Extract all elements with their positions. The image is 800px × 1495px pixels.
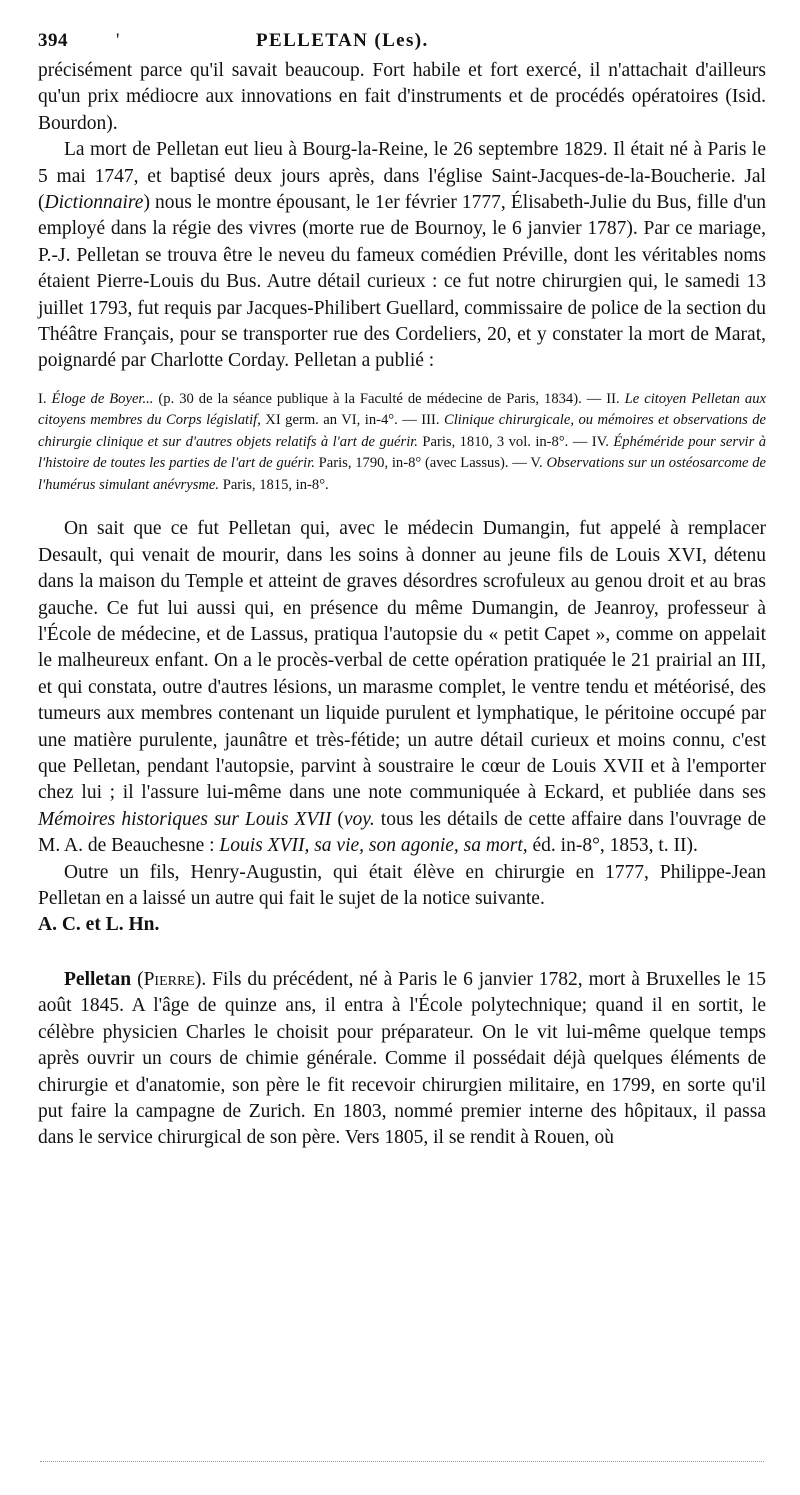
- document-page: [38, 30, 766, 1152]
- paragraph-death-and-family: [38, 137, 766, 375]
- paragraph-text: La mort de Pelletan eut lieu à Bourg-la-Reine, le 26 septembre 1829. Il était né à Paris le 5 mai 1747, et baptisé deux jours après, dans l'église Saint-Jacques-de-la-Boucherie. Jal (: [38, 139, 766, 214]
- bibliography-details: Paris, 1810, 3 vol. in-8°. — IV.: [417, 433, 614, 450]
- bibliography-item-number: I.: [38, 390, 52, 407]
- paragraph-louis-xvii: [38, 516, 766, 859]
- entry-name: Pelletan: [64, 968, 132, 990]
- header-mark: ': [116, 30, 120, 51]
- paragraph-text: On sait que ce fut Pelletan qui, avec le médecin Dumangin, fut appelé à remplacer Desault, qui venait de mourir, dans les soins à donner au jeune fils de Louis XVI, détenu dans la maison du Temple et atteint de graves désordres scrofuleux au genou droit et au bras gauche. Ce fut lui aussi qui, en présence du même Dumangin, de Jeanroy, professeur à l'École de médecine, et de Lassus, pratiqua l'autopsie du « petit Capet », comme on appelait le malheureux enfant. On a le procès-verbal de cette opération pratiquée le 21 prairial an III, et qui constata, outre d'autres lésions, un marasme complet, le ventre tendu et météorisé, des tumeurs aux membres contenant un liquide purulent et lymphatique, le péritoine occupé par une matière purulente, jaunâtre et très-fétide; un autre détail curieux et moins connu, c'est que Pelletan, pendant l'autopsie, parvint à soustraire le cœur de Louis XVII et à l'emporter chez lui ; il l'assure lui-même dans une note communiquée à Eckard, et publiée dans ses: [38, 518, 766, 804]
- running-header: [38, 30, 766, 58]
- bibliography-details: Paris, 1815, in-8°.: [219, 476, 329, 493]
- entry-text: Fils du précédent, né à Paris le 6 janvier 1782, mort à Bruxelles le 15 août 1845. A l'âge de quinze ans, il entra à l'École polytechnique; quand il en sortit, le célèbre physicien Charles le choisit pour préparateur. On le vit lui-même quelque temps après ouvrir un cours de chimie générale. Comme il possédait déjà quelques éléments de chirurgie et d'anatomie, son père le fit recevoir chirurgien militaire, en 1799, en sorte qu'il put faire la campagne de Zurich. En 1803, nommé premier interne des hôpitaux, il passa dans le service chirurgical de son père. Vers 1805, il se rendit à Rouen, où: [38, 968, 767, 1149]
- bibliography-details: XI germ. an VI, in-4°. — III.: [260, 412, 444, 429]
- paragraph-continuation: précisément parce qu'il savait beaucoup. Fort habile et fort exercé, il n'attachait d'ailleurs qu'un prix médiocre aux innovations en fait d'instruments et de procédés opératoires (Isid. Bourdon).: [38, 60, 766, 134]
- paragraph-text: (: [331, 808, 344, 830]
- entry-separator: [38, 939, 766, 967]
- entry-pierre-pelletan: [38, 967, 766, 1152]
- bibliography-details: (p. 30 de la séance publique à la Faculté de médecine de Paris, 1834). — II.: [153, 390, 625, 407]
- bibliography-title: Observations sur un ostéosarcome de l'humérus simulant anévrysme.: [38, 455, 767, 493]
- bibliography-title: Éphéméride pour servir à l'histoire de toutes les parties de l'art de guérir.: [38, 433, 767, 472]
- paragraph-text: tous les détails de cette affaire dans l'ouvrage de M. A. de Beauchesne :: [38, 808, 766, 857]
- footer-dotted-rule: [40, 1461, 764, 1462]
- entry-given-name: (Pierre).: [137, 968, 207, 990]
- italic-title: Louis XVII, sa vie, son agonie, sa mort,: [219, 835, 528, 857]
- paragraph-sons: Outre un fils, Henry-Augustin, qui était élève en chirurgie en 1777, Philippe-Jean Pelletan en a laissé un autre qui fait le sujet de la notice suivante.: [38, 861, 766, 910]
- bibliography-title: Éloge de Boyer...: [51, 390, 154, 407]
- running-title: PELLETAN (Les).: [256, 30, 429, 51]
- bibliography-list: [38, 389, 766, 497]
- bibliography-details: Paris, 1790, in-8° (avec Lassus). — V.: [314, 455, 547, 472]
- article-body: [38, 58, 766, 1152]
- italic-abbreviation: voy.: [343, 808, 375, 830]
- author-signature: A. C. et L. Hn.: [38, 914, 160, 936]
- bibliography-title: Clinique chirurgicale, ou mémoires et observations de chirurgie clinique et sur d'autres objets relatifs à l'art de guérir.: [38, 412, 767, 450]
- bibliography-title: Le citoyen Pelletan aux citoyens membres du Corps législatif,: [38, 390, 766, 429]
- page-number: 394: [38, 30, 68, 51]
- italic-title: Mémoires historiques sur Louis XVII: [38, 808, 332, 830]
- paragraph-text: ) nous le montre épousant, le 1er février 1777, Élisabeth-Julie du Bus, fille d'un employé dans la régie des vivres (morte rue de Bournoy, le 6 janvier 1787). Par ce mariage, P.-J. Pelletan se trouva être le neveu du fameux comédien Préville, dont les véritables noms étaient Pierre-Louis du Bus. Autre détail curieux : ce fut notre chirurgien qui, le samedi 13 juillet 1793, fut requis par Jacques-Philibert Guellard, commissaire de police de la section du Théâtre Français, pour se transporter rue des Cordeliers, 20, et y constater la mort de Marat, poignardé par Charlotte Corday. Pelletan a publié :: [38, 192, 766, 372]
- paragraph-text: éd. in-8°, 1853, t. II).: [527, 835, 698, 857]
- bibliography-text: [38, 389, 766, 497]
- italic-title: Dictionnaire: [44, 192, 144, 214]
